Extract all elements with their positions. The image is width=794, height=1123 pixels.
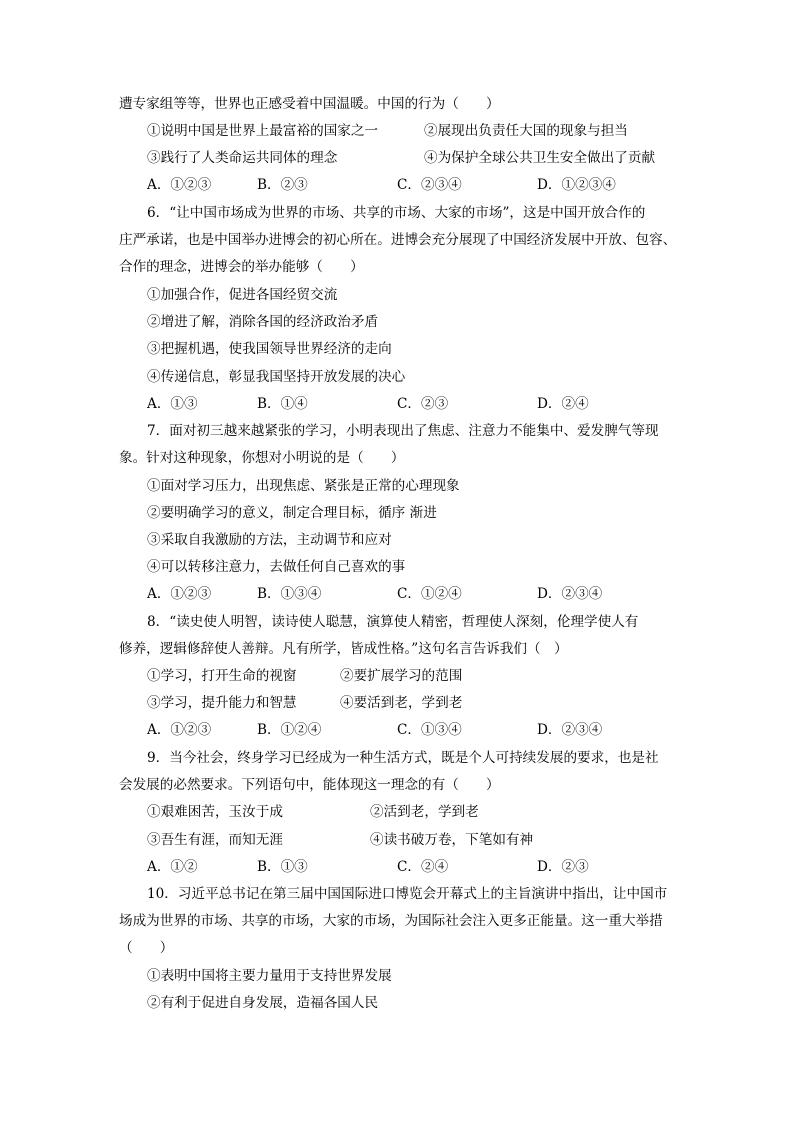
q5-choice-a: A．①②③ xyxy=(147,177,212,193)
q9-choice-b: B．①③ xyxy=(257,859,308,875)
q10-statement-2: ②有利于促进自身发展，造福各国人民 xyxy=(147,995,379,1011)
q6-choice-d: D．②④ xyxy=(537,396,589,412)
q7-statement-2: ②要明确学习的意义，制定合理目标，循序 渐进 xyxy=(147,505,437,521)
q9-choice-c: C．②④ xyxy=(397,859,449,875)
q6-stem-line-2: 庄严承诺，也是中国举办进博会的初心所在。进博会充分展现了中国经济发展中开放、包容、 xyxy=(119,232,677,248)
q6-statement-2: ②增进了解，消除各国的经济政治矛盾 xyxy=(147,314,379,330)
q9-stem-line-2: 会发展的必然要求。下列语句中，能体现这一理念的有（ ） xyxy=(119,777,500,793)
q9-statement-1: ①艰难困苦，玉汝于成 xyxy=(147,804,283,820)
q5-choice-d: D．①②③④ xyxy=(537,177,616,193)
q7-statement-3: ③采取自我激励的方法，主动调节和应对 xyxy=(147,532,392,548)
q8-statement-1: ①学习，打开生命的视窗 xyxy=(147,668,297,684)
q8-choice-a: A．①②③ xyxy=(147,722,212,738)
q10-stem-line-3: （ ） xyxy=(119,940,174,956)
q8-choice-b: B．①②④ xyxy=(257,722,322,738)
q7-choice-d: D．②③④ xyxy=(537,586,603,602)
q8-choice-d: D．②③④ xyxy=(537,722,603,738)
q6-stem-line-1: 6．“让中国市场成为世界的市场、共享的市场、大家的市场”，这是中国开放合作的 xyxy=(147,205,646,221)
q8-statement-2: ②要扩展学习的范围 xyxy=(340,668,463,684)
q9-stem-line-1: 9．当今社会，终身学习已经成为一种生活方式，既是个人可持续发展的要求，也是社 xyxy=(147,750,659,766)
q8-stem-line-2: 修养，逻辑修辞使人善辩。凡有所学，皆成性格。”这句名言告诉我们（ ） xyxy=(119,641,568,657)
q5-statement-3: ③践行了人类命运共同体的理念 xyxy=(147,150,338,166)
q5-choice-b: B．②③ xyxy=(257,177,308,193)
q6-choice-c: C．②③ xyxy=(397,396,449,412)
q5-statement-2: ②展现出负责任大国的现象与担当 xyxy=(424,123,628,139)
q7-statement-1: ①面对学习压力，出现焦虑、紧张是正常的心理现象 xyxy=(147,478,460,494)
q9-statement-4: ④读书破万卷，下笔如有神 xyxy=(370,832,534,848)
q8-statement-3: ③学习，提升能力和智慧 xyxy=(147,695,297,711)
q6-statement-1: ①加强合作，促进各国经贸交流 xyxy=(147,287,338,303)
q9-statement-3: ③吾生有涯，而知无涯 xyxy=(147,832,283,848)
q9-statement-2: ②活到老，学到老 xyxy=(370,804,479,820)
q10-stem-line-2: 场成为世界的市场、共享的市场，大家的市场，为国际社会注入更多正能量。这一重大举措 xyxy=(119,913,663,929)
q5-choice-c: C．②③④ xyxy=(397,177,462,193)
q8-stem-line-1: 8．“读史使人明智，读诗使人聪慧，演算使人精密，哲理使人深刻，伦理学使人有 xyxy=(147,614,639,630)
q6-choice-b: B．①④ xyxy=(257,396,308,412)
q7-stem-line-1: 7．面对初三越来越紧张的学习，小明表现出了焦虑、注意力不能集中、爱发脾气等现 xyxy=(147,423,659,439)
q5-stem-end: 遭专家组等等，世界也正感受着中国温暖。中国的行为（ ） xyxy=(119,96,500,112)
q8-statement-4: ④要活到老，学到老 xyxy=(340,695,463,711)
q6-statement-3: ③把握机遇，使我国领导世界经济的走向 xyxy=(147,341,392,357)
q6-choice-a: A．①③ xyxy=(147,396,198,412)
q10-stem-line-1: 10．习近平总书记在第三届中国国际进口博览会开幕式上的主旨演讲中指出，让中国市 xyxy=(147,886,668,902)
q5-statement-4: ④为保护全球公共卫生安全做出了贡献 xyxy=(424,150,656,166)
q7-choice-b: B．①③④ xyxy=(257,586,322,602)
q7-choice-a: A．①②③ xyxy=(147,586,212,602)
q7-stem-line-2: 象。针对这种现象，你想对小明说的是（ ） xyxy=(119,450,405,466)
q5-statement-1: ①说明中国是世界上最富裕的国家之一 xyxy=(147,123,379,139)
q10-statement-1: ①表明中国将主要力量用于支持世界发展 xyxy=(147,968,392,984)
q9-choice-d: D．②③ xyxy=(537,859,589,875)
q7-choice-c: C．①②④ xyxy=(397,586,462,602)
q8-choice-c: C．①③④ xyxy=(397,722,462,738)
q9-choice-a: A．①② xyxy=(147,859,198,875)
q6-statement-4: ④传递信息，彰显我国坚持开放发展的决心 xyxy=(147,369,406,385)
q7-statement-4: ④可以转移注意力，去做任何自己喜欢的事 xyxy=(147,559,406,575)
q6-stem-line-3: 合作的理念，进博会的举办能够（ ） xyxy=(119,259,364,275)
